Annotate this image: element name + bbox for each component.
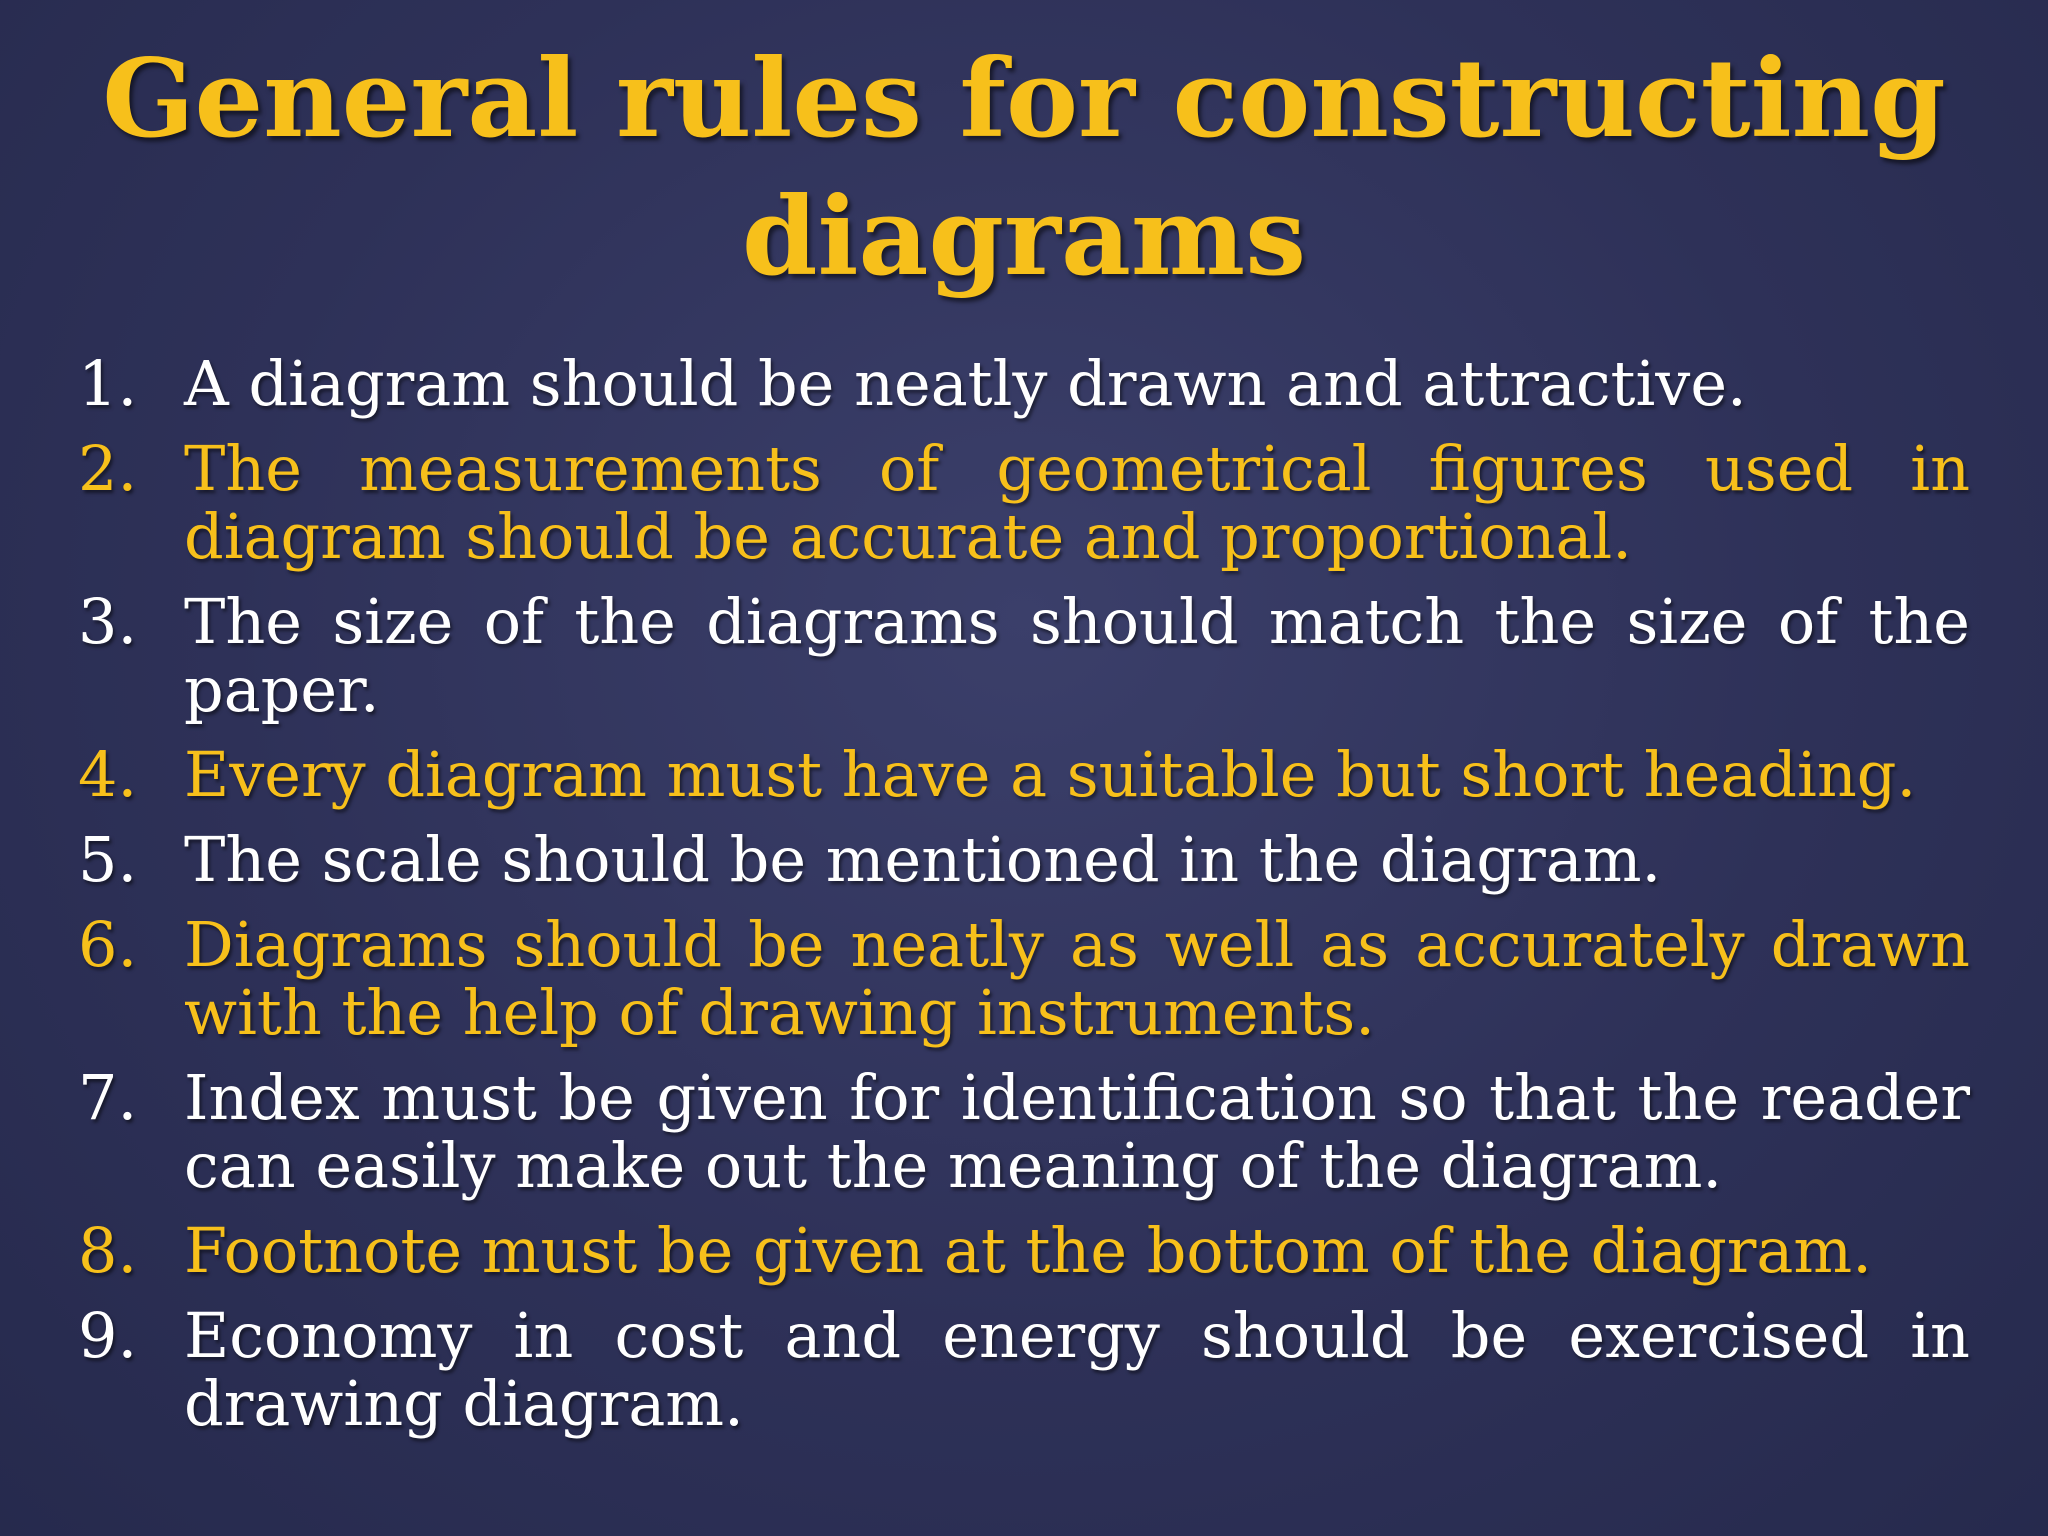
item-number: 1. bbox=[78, 347, 138, 420]
item-text: Economy in cost and energy should be exercised in drawing diagram. bbox=[184, 1299, 1970, 1440]
item-number: 7. bbox=[78, 1061, 138, 1134]
item-number: 6. bbox=[78, 908, 138, 981]
list-item bbox=[78, 1214, 1970, 1287]
title-line-1: General rules for constructing bbox=[102, 36, 1946, 162]
item-number: 8. bbox=[78, 1214, 138, 1287]
list-item bbox=[78, 1061, 1970, 1202]
list-item bbox=[78, 908, 1970, 1049]
item-number: 9. bbox=[78, 1299, 138, 1372]
list-item bbox=[78, 823, 1970, 896]
item-number: 4. bbox=[78, 738, 138, 811]
item-text: Every diagram must have a suitable but short heading. bbox=[184, 738, 1917, 811]
slide-title bbox=[0, 30, 2048, 306]
list-item bbox=[78, 432, 1970, 573]
list-item bbox=[78, 585, 1970, 726]
item-text: Diagrams should be neatly as well as accurately drawn with the help of drawing instruments. bbox=[184, 908, 1970, 1049]
item-number: 2. bbox=[78, 432, 138, 505]
list-item bbox=[78, 1299, 1970, 1440]
list-item bbox=[78, 347, 1970, 420]
item-text: The measurements of geometrical figures used in diagram should be accurate and proportional. bbox=[184, 432, 1970, 573]
item-text: Footnote must be given at the bottom of the diagram. bbox=[184, 1214, 1872, 1287]
item-number: 5. bbox=[78, 823, 138, 896]
item-text: The size of the diagrams should match the size of the paper. bbox=[184, 585, 1970, 726]
title-line-2: diagrams bbox=[742, 174, 1306, 300]
item-number: 3. bbox=[78, 585, 138, 658]
list-item bbox=[78, 738, 1970, 811]
item-text: The scale should be mentioned in the diagram. bbox=[184, 823, 1662, 896]
rules-list bbox=[78, 347, 1970, 1455]
item-text: A diagram should be neatly drawn and attractive. bbox=[184, 347, 1747, 420]
item-text: Index must be given for identification so that the reader can easily make out the meaning of the diagram. bbox=[184, 1061, 1970, 1202]
